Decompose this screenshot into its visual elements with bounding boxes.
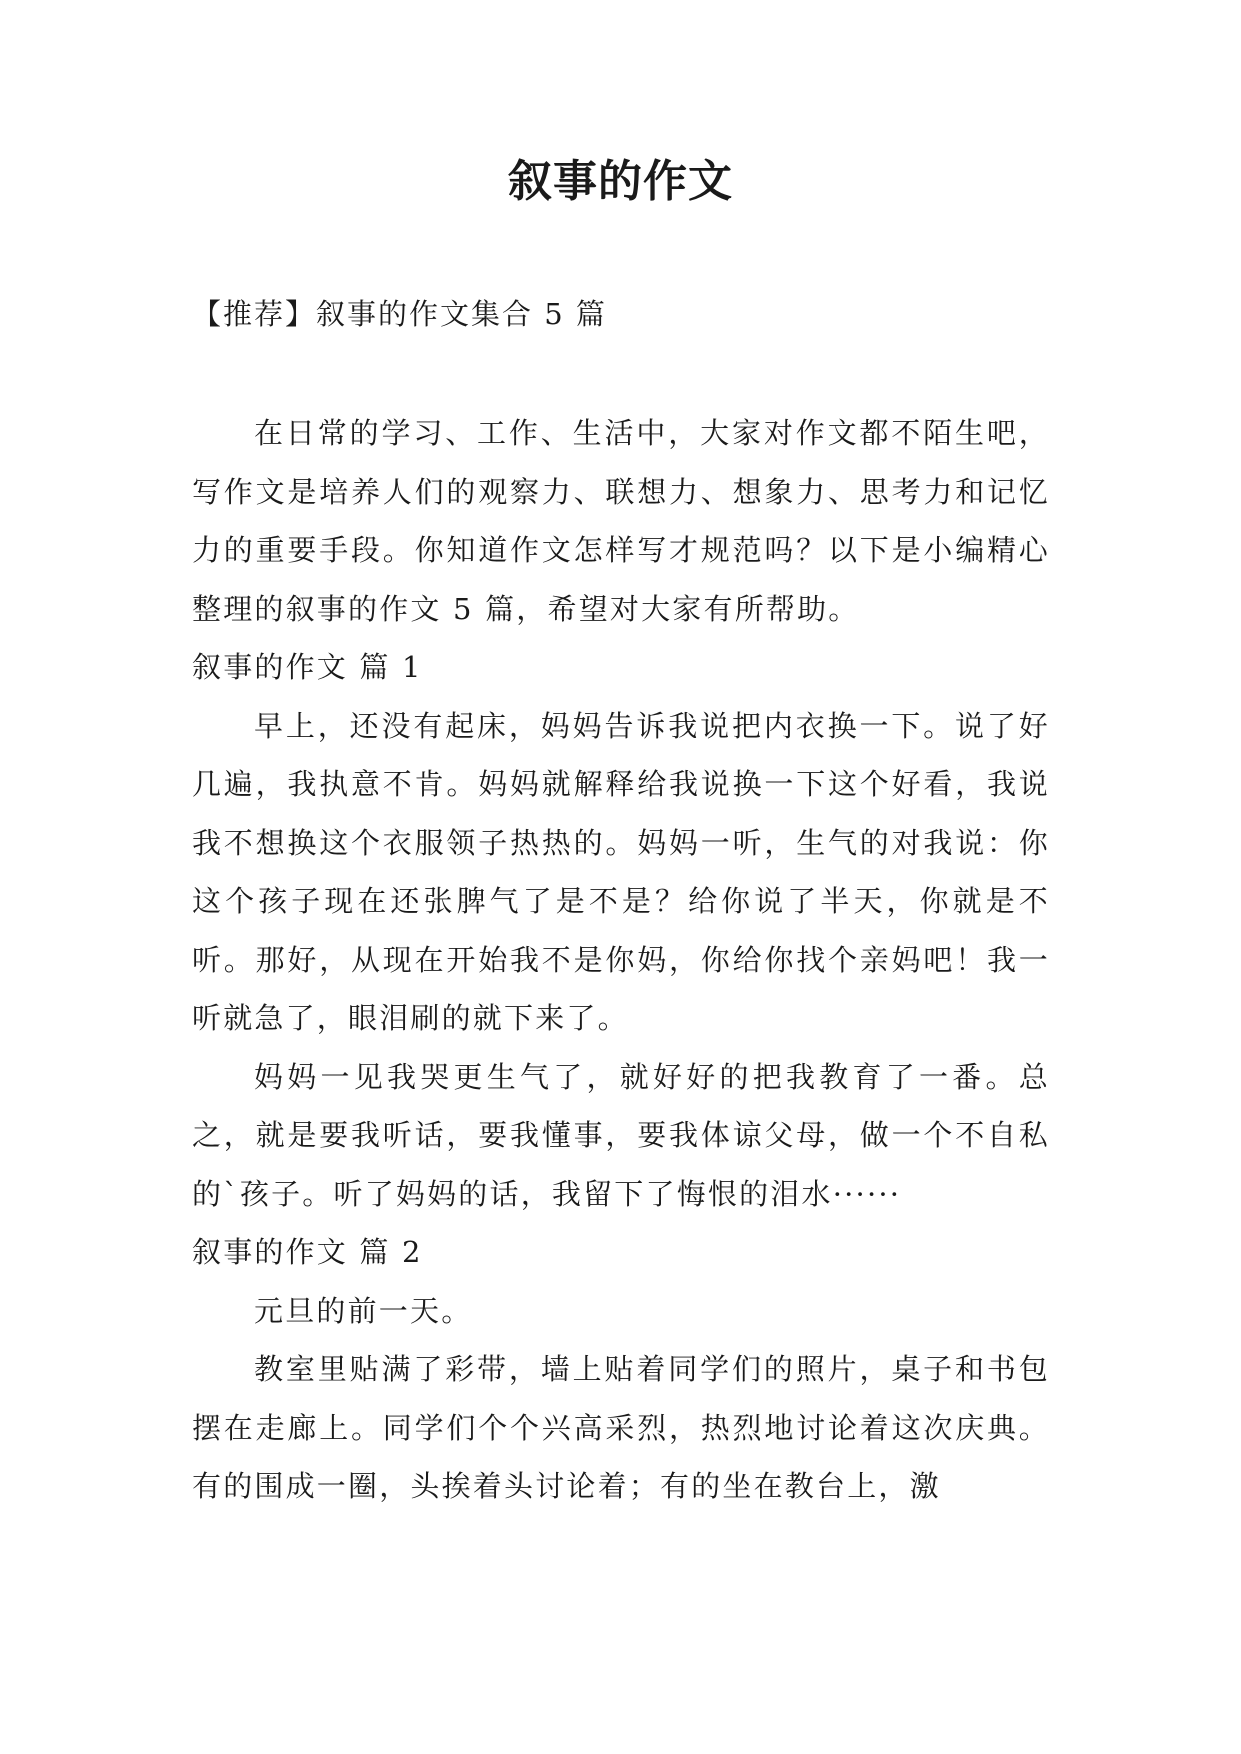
section-heading-1: 叙事的作文 篇 1 bbox=[192, 650, 423, 684]
body-paragraph: 教室里贴满了彩带，墙上贴着同学们的照片，桌子和书包摆在走廊上。同学们个个兴高采烈，热烈地讨论着这次庆典。有的围成一圈，头挨着头讨论着；有的坐在教台上，激 bbox=[192, 1352, 1050, 1503]
intro-paragraph: 在日常的学习、工作、生活中，大家对作文都不陌生吧，写作文是培养人们的观察力、联想力、想象力、思考力和记忆力的重要手段。你知道作文怎样写才规范吗？以下是小编精心整理的叙事的作文 5 篇，希望对大家有所帮助。 bbox=[192, 416, 1050, 626]
body-paragraph: 妈妈一见我哭更生气了，就好好的把我教育了一番。总之，就是要我听话，要我懂事，要我体谅父母，做一个不自私的`孩子。听了妈妈的话，我留下了悔恨的泪水······ bbox=[192, 1059, 1050, 1211]
document-subtitle: 【推荐】叙事的作文集合 5 篇 bbox=[192, 297, 607, 331]
body-paragraph: 早上，还没有起床，妈妈告诉我说把内衣换一下。说了好几遍，我执意不肯。妈妈就解释给我说换一下这个好看，我说我不想换这个衣服领子热热的。妈妈一听，生气的对我说：你这个孩子现在还张脾气了是不是？给你说了半天，你就是不听。那好，从现在开始我不是你妈，你给你找个亲妈吧！我一听就急了，眼泪刷的就下来了。 bbox=[192, 708, 1050, 1035]
document-body bbox=[192, 404, 1050, 1516]
document-title: 叙事的作文 bbox=[508, 156, 733, 207]
section-heading-2: 叙事的作文 篇 2 bbox=[192, 1235, 423, 1269]
body-paragraph: 元旦的前一天。 bbox=[254, 1293, 473, 1328]
